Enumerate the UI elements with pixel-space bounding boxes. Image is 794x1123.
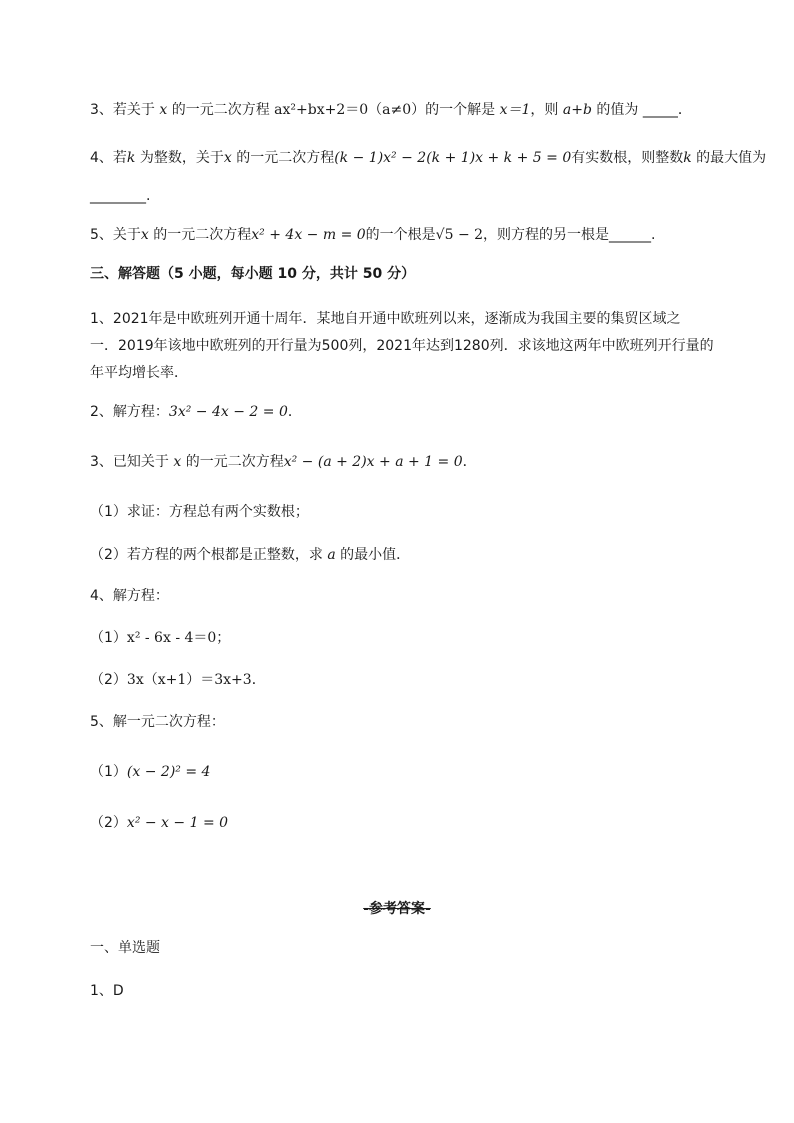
problem-4-sub-1-label: （1） [90, 630, 127, 646]
q5-equation: x² + 4x − m = 0 [251, 227, 366, 243]
problem-3-suffix: ． [462, 454, 477, 470]
answers-item-1: 1、D [90, 983, 124, 999]
q3-suffix: 的值为 _____． [591, 102, 692, 118]
problem-3-mid: 的一元二次方程 [181, 454, 284, 470]
problem-5-sub-2 [90, 813, 228, 833]
q4-mid: 为整数，关于 [135, 150, 224, 166]
problem-1-line-2: 一．2019年该地中欧班列的开行量为500列，2021年达到1280列．求该地这两年中欧班列开行量的 [90, 338, 714, 354]
q4-var-k2: k [683, 150, 692, 166]
q3-mid2: 的一个解是 [425, 102, 500, 118]
answers-title: -参考答案- [363, 901, 431, 917]
fill-question-5 [90, 225, 656, 245]
problem-2-suffix: ． [287, 404, 302, 420]
problem-2 [90, 402, 302, 422]
problem-3-equation: x² − (a + 2)x + a + 1 = 0 [283, 454, 463, 470]
problem-4-sub-2-equation: 3x（x+1）＝3x+3． [126, 672, 266, 688]
q5-prefix: 5、关于 [90, 227, 141, 243]
q4-prefix: 4、若 [90, 150, 127, 166]
q4-blank: ________. [90, 188, 151, 204]
problem-1-line-3: 年平均增长率． [90, 365, 188, 381]
problem-3-sub-2-prefix: （2）若方程的两个根都是正整数，求 [90, 547, 328, 563]
q3-mid3: ，则 [530, 102, 563, 118]
q5-root: √5 − 2 [435, 227, 484, 243]
problem-4-title: 4、解方程： [90, 588, 169, 604]
problem-3-sub-2-var-a: a [327, 547, 336, 563]
q4-end: 的最大值为 [691, 150, 767, 166]
problem-4-sub-1-equation: x² - 6x - 4＝0； [126, 630, 231, 646]
problem-5-sub-1-label: （1） [90, 764, 127, 780]
problem-2-equation: 3x² − 4x − 2 = 0 [168, 404, 288, 420]
problem-3-prefix: 3、已知关于 [90, 454, 174, 470]
q4-suffix: 有实数根，则整数 [571, 150, 684, 166]
problem-4-sub-2 [90, 670, 266, 690]
q4-mid2: 的一元二次方程 [231, 150, 335, 166]
q5-mid: 的一元二次方程 [148, 227, 252, 243]
q3-equation: ax²+bx+2＝0（a≠0） [274, 102, 426, 118]
answers-section-1: 一、单选题 [90, 940, 160, 956]
q5-mid2: 的一个根是 [365, 227, 436, 243]
problem-5-sub-2-equation: x² − x − 1 = 0 [126, 815, 229, 831]
problem-5-title: 5、解一元二次方程： [90, 714, 225, 730]
q4-var-k: k [126, 150, 136, 166]
problem-1-line-1: 1、2021年是中欧班列开通十周年．某地自开通中欧班列以来，逐渐成为我国主要的集贸区域之 [90, 311, 681, 327]
section-3-heading: 三、解答题（5 小题，每小题 10 分，共计 50 分） [90, 266, 416, 282]
q3-prefix: 3、若关于 [90, 102, 160, 118]
q3-mid: 的一元二次方程 [167, 102, 275, 118]
problem-3-sub-2-suffix: 的最小值． [335, 547, 411, 563]
fill-question-3 [90, 100, 692, 120]
problem-3-sub-2 [90, 545, 410, 565]
problem-3 [90, 452, 477, 472]
q4-var-x: x [223, 150, 232, 166]
problem-3-var-x: x [173, 454, 182, 470]
q3-expr: a+b [562, 102, 592, 118]
problem-3-sub-1: （1）求证：方程总有两个实数根； [90, 504, 309, 520]
problem-4-sub-2-label: （2） [90, 672, 127, 688]
q4-equation: (k − 1)x² − 2(k + 1)x + k + 5 = 0 [334, 150, 572, 166]
problem-5-sub-1 [90, 762, 210, 782]
problem-5-sub-1-equation: (x − 2)² = 4 [126, 764, 211, 780]
problem-4-sub-1 [90, 628, 230, 648]
q5-suffix: ，则方程的另一根是______. [483, 227, 656, 243]
q5-var-x: x [140, 227, 149, 243]
q3-solution: x＝1 [499, 102, 531, 118]
problem-5-sub-2-label: （2） [90, 815, 127, 831]
fill-question-4 [90, 148, 766, 168]
q3-var-x: x [159, 102, 168, 118]
problem-2-prefix: 2、解方程： [90, 404, 169, 420]
